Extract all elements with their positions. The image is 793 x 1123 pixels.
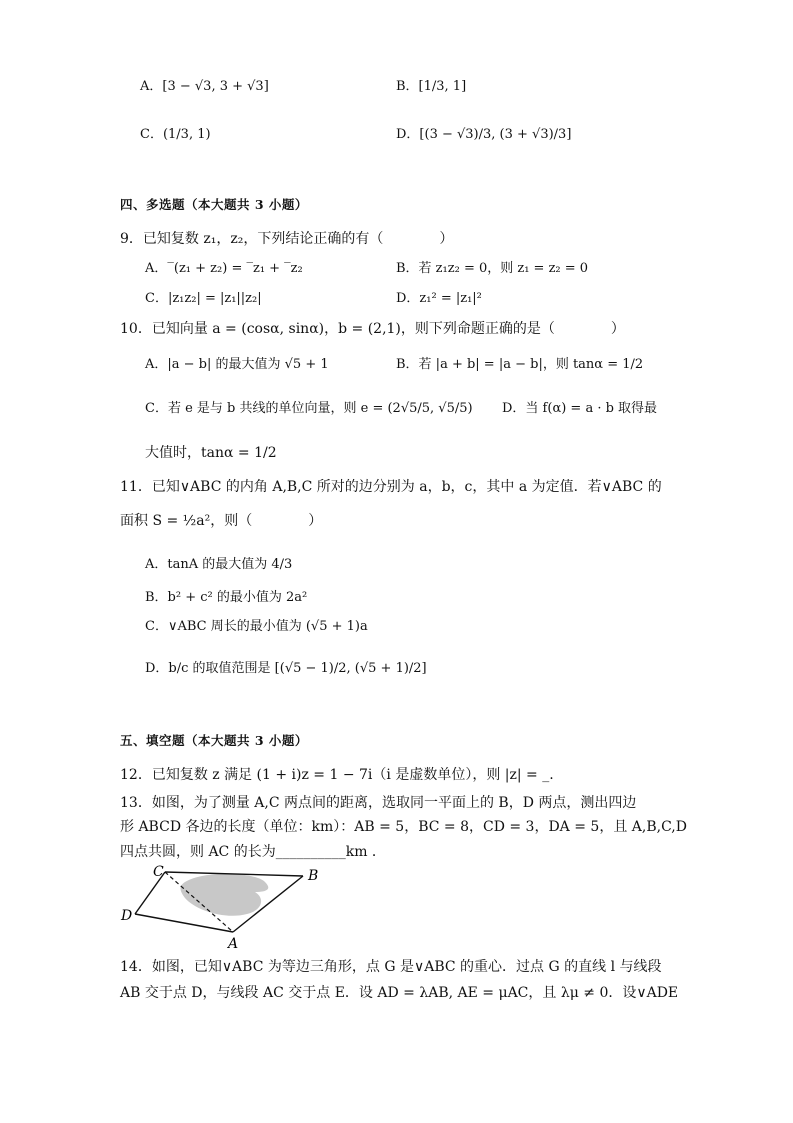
section-title-fill-in: 五、填空题（本大题共 3 小题） — [120, 733, 308, 748]
q9-option-a: A．‾(z₁ + z₂) = ‾z₁ + ‾z₂ — [145, 261, 303, 276]
question-10-stem: 10．已知向量 a = (cosα, sinα)，b = (2,1)，则下列命题正确的是（ ） — [120, 321, 625, 337]
prev-option-c: C．(1/3, 1) — [140, 127, 211, 142]
q9-option-d: D．z₁² = |z₁|² — [396, 291, 482, 306]
question-14-line2: AB 交于点 D，与线段 AC 交于点 E．设 AD = λAB, AE = μAC，且 λμ ≠ 0．设∨ADE — [120, 985, 679, 1001]
section-title-multiple-choice: 四、多选题（本大题共 3 小题） — [120, 197, 308, 212]
label-c: C — [153, 864, 164, 880]
prev-option-a: A．[3 − √3, 3 + √3] — [140, 79, 269, 94]
q10-option-d-continued: 大值时，tanα = 1/2 — [145, 445, 277, 461]
q10-option-c: C．若 e 是与 b 共线的单位向量，则 e = (2√5/5, √5/5) — [145, 401, 473, 416]
question-9-stem: 9．已知复数 z₁，z₂，下列结论正确的有（ ） — [120, 231, 454, 247]
question-13-line2: 形 ABCD 各边的长度（单位：km）：AB = 5，BC = 8，CD = 3，DA = 5，且 A,B,C,D — [120, 819, 687, 835]
label-b: B — [308, 868, 319, 884]
q9-option-c: C．|z₁z₂| = |z₁||z₂| — [145, 291, 262, 306]
q11-option-c: C．∨ABC 周长的最小值为 (√5 + 1)a — [145, 619, 368, 634]
label-a: A — [228, 936, 239, 952]
lake-shape — [181, 874, 269, 916]
segment-ad — [135, 914, 233, 932]
question-11-stem-line2: 面积 S = ½a²，则（ ） — [120, 513, 323, 529]
q11-option-d: D．b/c 的取值范围是 [(√5 − 1)/2, (√5 + 1)/2] — [145, 661, 427, 676]
question-14-line1: 14．如图，已知∨ABC 为等边三角形，点 G 是∨ABC 的重心．过点 G 的直线 l 与线段 — [120, 959, 662, 975]
q10-option-a: A．|a − b| 的最大值为 √5 + 1 — [145, 357, 329, 372]
q11-option-b: B．b² + c² 的最小值为 2a² — [145, 590, 308, 605]
quadrilateral-figure — [115, 862, 330, 952]
q10-option-b: B．若 |a + b| = |a − b|，则 tanα = 1/2 — [396, 357, 644, 372]
q9-option-b: B．若 z₁z₂ = 0，则 z₁ = z₂ = 0 — [396, 261, 589, 276]
q11-option-a: A．tanA 的最大值为 4/3 — [145, 557, 293, 572]
question-13-line1: 13．如图，为了测量 A,C 两点间的距离，选取同一平面上的 B，D 两点，测出四边 — [120, 795, 637, 811]
label-d: D — [121, 908, 133, 924]
prev-option-d: D．[(3 − √3)/3, (3 + √3)/3] — [396, 127, 572, 142]
question-11-stem-line1: 11．已知∨ABC 的内角 A,B,C 所对的边分别为 a，b，c，其中 a 为定值．若∨ABC 的 — [120, 479, 662, 495]
prev-option-b: B．[1/3, 1] — [396, 79, 467, 94]
q10-option-d: D．当 f(α) = a · b 取得最 — [502, 401, 658, 416]
question-13-line3: 四点共圆，则 AC 的长为__________km ． — [120, 844, 386, 860]
question-12-stem: 12．已知复数 z 满足 (1 + i)z = 1 − 7i（i 是虚数单位），则 |z| = _. — [120, 767, 554, 783]
